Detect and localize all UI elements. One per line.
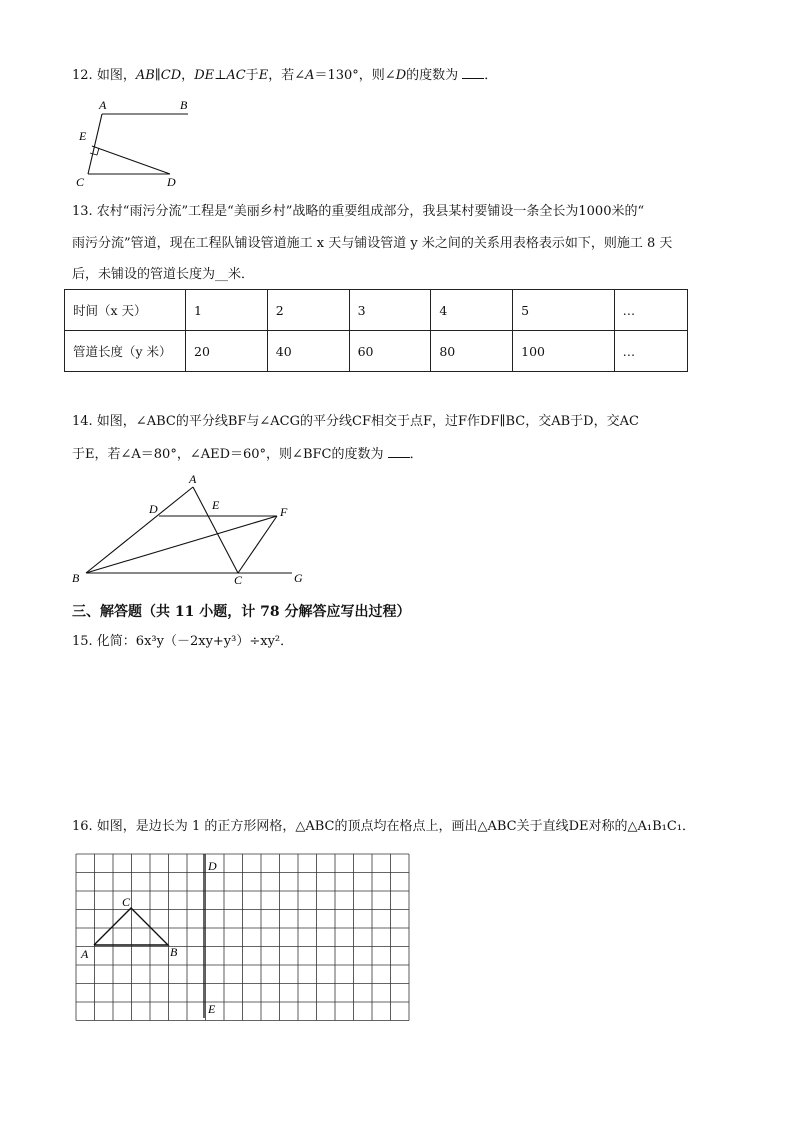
table-row	[65, 290, 688, 331]
q14-label-F: F	[280, 505, 288, 519]
q12-figure	[70, 98, 210, 188]
q16-label-A: A	[81, 947, 89, 961]
q12-answer-blank[interactable]	[462, 66, 484, 79]
q14-label-E: E	[212, 498, 220, 512]
q12-label-B: B	[180, 98, 188, 112]
q14-line-1: 14. 如图，∠ABC的平分线BF与∠ACG的平分线CF相交于点F，过F作DF∥BC，交AB于D，交AC	[72, 414, 639, 429]
table-cell: 4	[431, 290, 513, 331]
q12-label-D: D	[167, 175, 176, 189]
q15-text: 15. 化简：6x³y（－2xy+y³）÷xy²．	[72, 634, 294, 649]
q16-grid-figure	[72, 850, 412, 1025]
table-cell: 40	[267, 331, 349, 372]
triangle-abc	[94, 908, 168, 945]
q12-label-E: E	[79, 129, 87, 143]
q13-line-2: 雨污分流”管道，现在工程队铺设管道施工 x 天与铺设管道 y 米之间的关系用表格表示如下，则施工 8 天	[72, 236, 673, 251]
table-cell: 60	[349, 331, 431, 372]
grid-lines	[76, 854, 409, 1021]
table-cell: …	[614, 331, 687, 372]
q14-figure	[66, 472, 316, 587]
section-title: 三、解答题（共 11 小题，计 78 分解答应写出过程）	[72, 604, 411, 620]
q16-text: 16. 如图，是边长为 1 的正方形网格，△ABC的顶点均在格点上，画出△ABC关于直线DE对称的△A₁B₁C₁．	[72, 819, 696, 834]
q14-line-2: 于E，若∠A＝80°，∠AED＝60°，则∠BFC的度数为 ．	[72, 447, 423, 462]
q12-label-A: A	[99, 98, 107, 112]
table-row	[65, 331, 688, 372]
q16-label-C: C	[122, 895, 131, 909]
table-cell: 1	[186, 290, 268, 331]
q13-table	[64, 289, 688, 372]
q16-label-E: E	[208, 1002, 216, 1016]
q12-number: 12.	[72, 68, 93, 83]
q12-text: 12. 如图，AB∥CD，DE⊥AC于E，若∠A＝130°，则∠D的度数为 ．	[72, 68, 498, 83]
q12-label-C: C	[76, 175, 85, 189]
q16-label-D: D	[208, 859, 217, 873]
q14-label-B: B	[72, 571, 80, 585]
table-cell: 80	[431, 331, 513, 372]
q14-label-G: G	[294, 571, 303, 585]
q13-line-3: 后，未铺设的管道长度为__米．	[72, 267, 255, 282]
table-cell: 2	[267, 290, 349, 331]
q14-label-C: C	[234, 573, 243, 587]
table-header-length: 管道长度（y 米）	[65, 331, 186, 372]
q13-line-1: 13. 农村“雨污分流”工程是“美丽乡村”战略的重要组成部分，我县某村要铺设一条全长为1000米的“	[72, 204, 645, 219]
q14-label-D: D	[149, 502, 158, 516]
table-cell: 100	[513, 331, 615, 372]
table-header-time: 时间（x 天）	[65, 290, 186, 331]
q16-label-B: B	[170, 945, 178, 959]
q14-answer-blank[interactable]	[388, 445, 410, 458]
table-cell: 3	[349, 290, 431, 331]
table-cell: 5	[513, 290, 615, 331]
table-cell: …	[614, 290, 687, 331]
q14-label-A: A	[189, 472, 197, 486]
table-cell: 20	[186, 331, 268, 372]
